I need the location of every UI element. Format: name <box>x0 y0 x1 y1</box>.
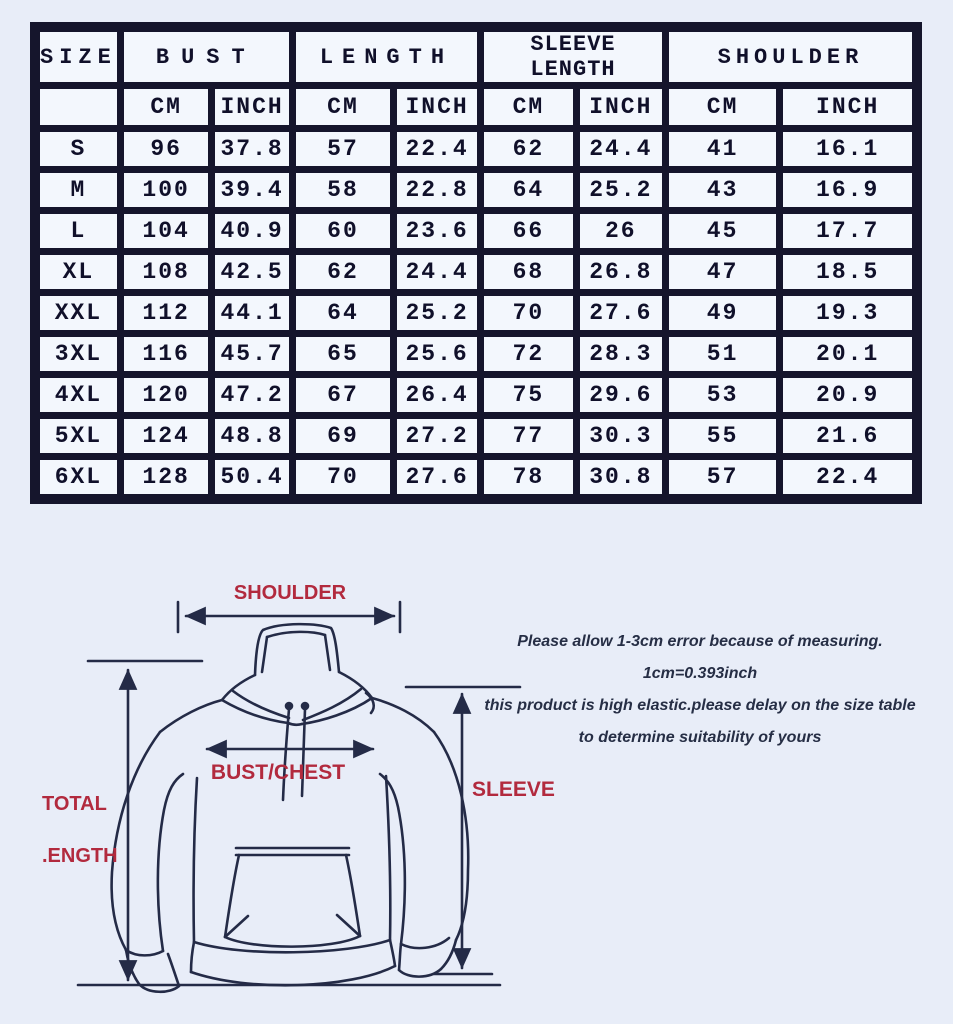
unit-header: INCH <box>397 89 477 125</box>
size-row <box>40 419 912 453</box>
size-cell: 24.4 <box>580 132 662 166</box>
column-header-length: LENGTH <box>296 32 477 82</box>
size-cell: 70 <box>484 296 573 330</box>
size-cell: 65 <box>296 337 390 371</box>
size-row <box>40 460 912 494</box>
size-row <box>40 214 912 248</box>
size-cell: 30.8 <box>580 460 662 494</box>
size-cell: 120 <box>124 378 209 412</box>
measure-lines <box>78 602 520 985</box>
size-cell: M <box>40 173 117 207</box>
size-cell: 27.2 <box>397 419 477 453</box>
group-header-row <box>40 32 912 82</box>
size-cell: 22.4 <box>783 460 912 494</box>
size-table-body <box>40 132 912 494</box>
size-cell: 4XL <box>40 378 117 412</box>
size-cell: 70 <box>296 460 390 494</box>
unit-header: INCH <box>783 89 912 125</box>
size-cell: 104 <box>124 214 209 248</box>
size-cell: 3XL <box>40 337 117 371</box>
unit-header-empty <box>40 89 117 125</box>
note-line: 1cm=0.393inch <box>642 665 758 682</box>
size-cell: 26.4 <box>397 378 477 412</box>
size-cell: 68 <box>484 255 573 289</box>
size-cell: 62 <box>296 255 390 289</box>
size-cell: 16.9 <box>783 173 912 207</box>
size-cell: 42.5 <box>215 255 288 289</box>
size-cell: XXL <box>40 296 117 330</box>
size-cell: 64 <box>296 296 390 330</box>
size-cell: 55 <box>669 419 776 453</box>
size-cell: 78 <box>484 460 573 494</box>
size-cell: 57 <box>669 460 776 494</box>
size-cell: 26.8 <box>580 255 662 289</box>
size-cell: 30.3 <box>580 419 662 453</box>
unit-header: INCH <box>215 89 288 125</box>
size-cell: 39.4 <box>215 173 288 207</box>
size-cell: 66 <box>484 214 573 248</box>
size-cell: 24.4 <box>397 255 477 289</box>
shoulder-label: SHOULDER <box>233 582 347 604</box>
size-cell: 100 <box>124 173 209 207</box>
size-cell: 77 <box>484 419 573 453</box>
size-cell: 40.9 <box>215 214 288 248</box>
size-row <box>40 173 912 207</box>
size-cell: 43 <box>669 173 776 207</box>
unit-header: CM <box>669 89 776 125</box>
size-cell: 47 <box>669 255 776 289</box>
note-line: Please allow 1-3cm error because of measuring. <box>517 633 883 650</box>
column-header-sleeve-length: SLEEVE LENGTH <box>484 32 662 82</box>
size-row <box>40 378 912 412</box>
size-cell: S <box>40 132 117 166</box>
size-cell: 37.8 <box>215 132 288 166</box>
size-cell: 22.4 <box>397 132 477 166</box>
measurement-diagram-section <box>0 560 953 1024</box>
size-cell: 25.2 <box>397 296 477 330</box>
size-table <box>33 25 919 501</box>
size-cell: 22.8 <box>397 173 477 207</box>
unit-header-row <box>40 89 912 125</box>
size-row <box>40 296 912 330</box>
size-row <box>40 255 912 289</box>
size-cell: 50.4 <box>215 460 288 494</box>
size-cell: 64 <box>484 173 573 207</box>
size-cell: 41 <box>669 132 776 166</box>
size-cell: 45 <box>669 214 776 248</box>
size-cell: 25.2 <box>580 173 662 207</box>
note-line: to determine suitability of yours <box>578 729 822 746</box>
bust-chest-label: BUST/CHEST <box>210 761 346 784</box>
size-cell: XL <box>40 255 117 289</box>
size-cell: 5XL <box>40 419 117 453</box>
unit-header: CM <box>484 89 573 125</box>
size-cell: 27.6 <box>397 460 477 494</box>
size-cell: 69 <box>296 419 390 453</box>
size-cell: 47.2 <box>215 378 288 412</box>
size-cell: 124 <box>124 419 209 453</box>
unit-header: CM <box>124 89 209 125</box>
size-row <box>40 337 912 371</box>
size-chart-table <box>30 22 922 504</box>
size-cell: 28.3 <box>580 337 662 371</box>
note-line: this product is high elastic.please delay on the size table <box>484 697 916 714</box>
size-cell: 20.9 <box>783 378 912 412</box>
unit-header: INCH <box>580 89 662 125</box>
size-cell: L <box>40 214 117 248</box>
column-header-size: SIZE <box>40 32 117 82</box>
unit-header: CM <box>296 89 390 125</box>
size-cell: 51 <box>669 337 776 371</box>
sleeve-label: SLEEVE <box>472 778 555 801</box>
size-cell: 75 <box>484 378 573 412</box>
size-row <box>40 132 912 166</box>
size-cell: 23.6 <box>397 214 477 248</box>
size-cell: 27.6 <box>580 296 662 330</box>
size-cell: 58 <box>296 173 390 207</box>
size-cell: 45.7 <box>215 337 288 371</box>
size-cell: 49 <box>669 296 776 330</box>
hoodie-outline <box>112 624 469 992</box>
size-cell: 57 <box>296 132 390 166</box>
size-cell: 48.8 <box>215 419 288 453</box>
size-cell: 21.6 <box>783 419 912 453</box>
size-cell: 67 <box>296 378 390 412</box>
size-cell: 62 <box>484 132 573 166</box>
size-cell: 20.1 <box>783 337 912 371</box>
size-cell: 108 <box>124 255 209 289</box>
size-cell: 60 <box>296 214 390 248</box>
size-cell: 6XL <box>40 460 117 494</box>
size-cell: 25.6 <box>397 337 477 371</box>
size-cell: 72 <box>484 337 573 371</box>
column-header-shoulder: SHOULDER <box>669 32 912 82</box>
column-header-bust: BUST <box>124 32 289 82</box>
total-length-label <box>42 765 118 895</box>
size-cell: 17.7 <box>783 214 912 248</box>
size-cell: 116 <box>124 337 209 371</box>
size-cell: 44.1 <box>215 296 288 330</box>
size-cell: 29.6 <box>580 378 662 412</box>
total-length-label-line1: TOTAL <box>42 793 107 815</box>
size-cell: 96 <box>124 132 209 166</box>
measuring-notes <box>466 626 934 754</box>
size-cell: 112 <box>124 296 209 330</box>
size-cell: 53 <box>669 378 776 412</box>
size-cell: 18.5 <box>783 255 912 289</box>
total-length-label-line2: .ENGTH <box>42 845 118 867</box>
size-cell: 19.3 <box>783 296 912 330</box>
size-cell: 26 <box>580 214 662 248</box>
size-cell: 16.1 <box>783 132 912 166</box>
size-cell: 128 <box>124 460 209 494</box>
